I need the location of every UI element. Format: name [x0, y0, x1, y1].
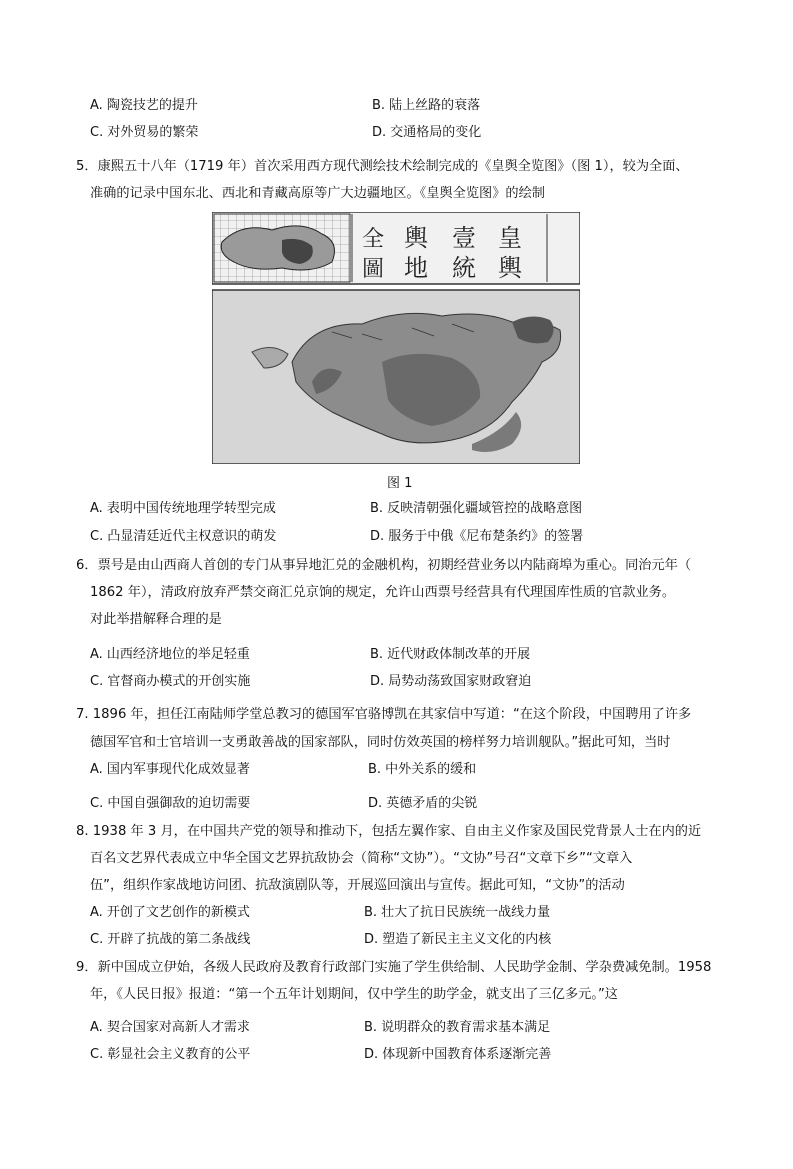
- q7-stem-line2: 德国军官和士官培训一支勇敢善战的国家部队，同时仿效英国的榜样努力培训舰队。”据此可知，当时: [90, 735, 671, 750]
- q7-option-c: C. 中国自强御敌的迫切需要: [90, 796, 251, 811]
- q5-option-b: B. 反映清朝强化疆域管控的战略意图: [370, 501, 583, 516]
- q9-stem-line1: 9．新中国成立伊始，各级人民政府及教育行政部门实施了学生供给制、人民助学金制、学杂费减免制。1958: [76, 960, 712, 975]
- svg-text:皇: 皇: [498, 224, 522, 252]
- svg-text:輿: 輿: [404, 224, 428, 252]
- q9-option-c: C. 彰显社会主义教育的公平: [90, 1047, 251, 1062]
- q8-stem-line2: 百名文艺界代表成立中华全国文艺界抗敌协会（简称“文协”）。“文协”号召“文章下乡”“文章入: [90, 851, 633, 866]
- q5-option-a: A. 表明中国传统地理学转型完成: [90, 501, 276, 516]
- map-figure: [212, 212, 580, 464]
- q6-option-c: C. 官督商办模式的开创实施: [90, 674, 251, 689]
- svg-text:壹: 壹: [452, 224, 476, 252]
- q6-option-d: D. 局势动荡致国家财政窘迫: [370, 674, 532, 689]
- q6-stem-line3: 对此举措解释合理的是: [90, 612, 222, 627]
- figure-caption: 图 1: [387, 476, 413, 491]
- q6-stem-line2: 1862 年），清政府放弃严禁交商汇兑京饷的规定，允许山西票号经营具有代理国库性质的官款业务。: [90, 585, 676, 600]
- huangyu-quanlan-map-image: [212, 212, 580, 464]
- q5-option-d: D. 服务于中俄《尼布楚条约》的签署: [370, 529, 584, 544]
- q8-option-c: C. 开辟了抗战的第二条战线: [90, 932, 251, 947]
- q8-stem-line3: 伍”，组织作家战地访问团、抗敌演剧队等，开展巡回演出与宣传。据此可知，“文协”的活动: [90, 878, 625, 893]
- svg-text:統: 統: [452, 254, 476, 282]
- q5-option-c: C. 凸显清廷近代主权意识的萌发: [90, 529, 277, 544]
- q5-stem-line2: 准确的记录中国东北、西北和青藏高原等广大边疆地区。《皇舆全览图》的绘制: [90, 186, 545, 201]
- q8-option-d: D. 塑造了新民主主义文化的内核: [364, 932, 552, 947]
- q5-stem-line1: 5．康熙五十八年（1719 年）首次采用西方现代测绘技术绘制完成的《皇舆全览图》（图 1），较为全面、: [76, 159, 689, 174]
- q6-option-a: A. 山西经济地位的举足轻重: [90, 647, 250, 662]
- q6-stem-line1: 6．票号是由山西商人首创的专门从事异地汇兑的金融机构，初期经营业务以内陆商埠为重心。同治元年（: [76, 558, 692, 573]
- q9-option-b: B. 说明群众的教育需求基本满足: [364, 1020, 551, 1035]
- q7-stem-line1: 7. 1896 年，担任江南陆师学堂总教习的德国军官骆博凯在其家信中写道：“在这个阶段，中国聘用了许多: [76, 707, 692, 722]
- q6-option-b: B. 近代财政体制改革的开展: [370, 647, 531, 662]
- q7-option-d: D. 英德矛盾的尖锐: [368, 796, 478, 811]
- svg-text:輿: 輿: [498, 254, 522, 282]
- q9-option-a: A. 契合国家对高新人才需求: [90, 1020, 250, 1035]
- q4-option-d: D. 交通格局的变化: [372, 125, 482, 140]
- q8-stem-line1: 8. 1938 年 3 月，在中国共产党的领导和推动下，包括左翼作家、自由主义作家及国民党背景人士在内的近: [76, 824, 702, 839]
- q4-option-a: A. 陶瓷技艺的提升: [90, 98, 198, 113]
- svg-text:圖: 圖: [362, 257, 385, 282]
- q9-option-d: D. 体现新中国教育体系逐渐完善: [364, 1047, 552, 1062]
- q7-option-b: B. 中外关系的缓和: [368, 762, 477, 777]
- q8-option-a: A. 开创了文艺创作的新模式: [90, 905, 250, 920]
- q8-option-b: B. 壮大了抗日民族统一战线力量: [364, 905, 551, 920]
- q9-stem-line2: 年，《人民日报》报道：“第一个五年计划期间，仅中学生的助学金，就支出了三亿多元。”这: [90, 987, 618, 1002]
- q4-option-c: C. 对外贸易的繁荣: [90, 125, 199, 140]
- svg-text:地: 地: [404, 254, 428, 282]
- svg-text:全: 全: [362, 227, 385, 252]
- q7-option-a: A. 国内军事现代化成效显著: [90, 762, 250, 777]
- q4-option-b: B. 陆上丝路的衰落: [372, 98, 481, 113]
